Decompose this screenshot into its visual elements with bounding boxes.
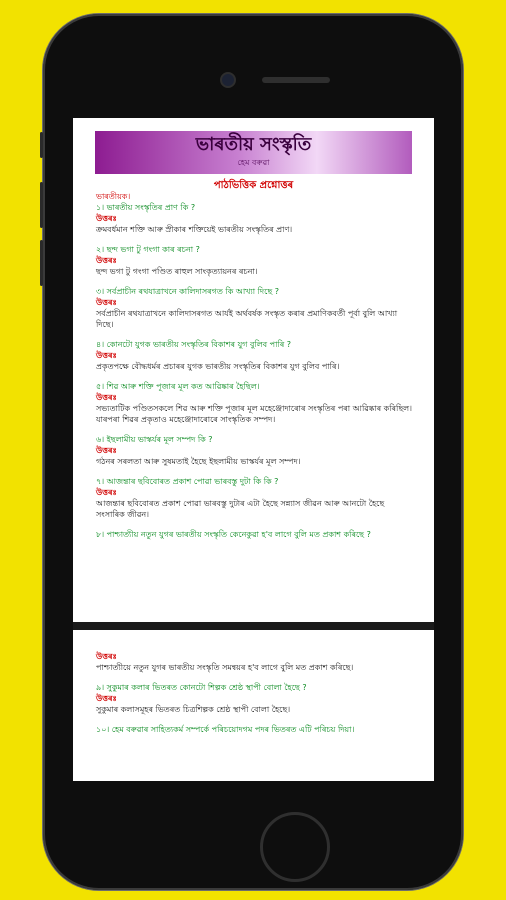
page-separator (73, 622, 434, 630)
question-text: ৯। সুকুমাৰ কলাৰ ভিতৰত কোনটো শিল্পক শ্ৰেষ্ঠ স্থাপী বোলা হৈছে ? (96, 683, 307, 692)
qa-items (96, 202, 412, 540)
answer-label: উত্তৰঃ (96, 393, 117, 402)
answer-label: উত্তৰঃ (96, 298, 117, 307)
qa-items-continued (96, 651, 412, 735)
section-heading: পাঠভিত্তিক প্ৰশ্নোত্তৰ (213, 180, 294, 191)
question-text: ৮। পাশ্চাত্যীয় নতুন যুগৰ ভাৰতীয় সংস্কৃতি কেনেকুৱা হ'ব লাগে বুলি মত প্ৰকাশ কৰিছে ? (96, 530, 371, 539)
answer-text: ক্ৰমবৰ্ধমান শক্তি আৰু স্ৰীকাৰ শক্তিয়েই ভাৰতীয় সংস্কৃতিৰ প্ৰাণ। (96, 225, 293, 234)
app-screen (73, 118, 434, 781)
answer-text: সুকুমাৰ কলাসমূহৰ ভিতৰত চিত্ৰশিল্পক শ্ৰেষ্ঠ স্থাপী বোলা হৈছে। (96, 705, 291, 714)
qa-list-continued[interactable] (96, 642, 412, 735)
question-text: ৩। সৰ্বপ্ৰাচীন ৰথযাত্ৰাখনে কালিদাসৰগত কি আখ্যা দিছে ? (96, 287, 279, 296)
answer-label: উত্তৰঃ (96, 488, 117, 497)
question-text: ৪। কোনটো যুগক ভাৰতীয় সংস্কৃতিৰ বিকাশৰ যুগ বুলিব পাৰি ? (96, 340, 291, 349)
answer-text: সৰ্বপ্ৰাচীন ৰথযাত্ৰাখনে কালিদাসৰগত আৰ্যই অৰ্থবৰ্ষক সংস্কৃত কৰাৰ প্ৰমাণিকবৰ্তী পূৰ্বা বুলি আখ্যা দিছে। (96, 309, 398, 329)
answer-label: উত্তৰঃ (96, 256, 117, 265)
answer-text: গঠনৰ সৰলতা আৰু সুষমতাই হৈছে ইছলামীয় ভাস্কৰ্যৰ মূল সম্পদ। (96, 457, 301, 466)
answer-label: উত্তৰঃ (96, 446, 117, 455)
home-button[interactable] (260, 812, 330, 882)
volume-down-button (40, 240, 43, 286)
qa-list[interactable] (96, 191, 412, 540)
answer-label: উত্তৰঃ (96, 694, 117, 703)
volume-up-button (40, 182, 43, 228)
answer-label: উত্তৰঃ (96, 652, 117, 661)
author-name: হেম বৰুৱা (237, 158, 270, 167)
front-camera (220, 72, 236, 88)
question-text: ১। ভাৰতীয় সংস্কৃতিৰ প্ৰাণ কি ? (96, 203, 196, 212)
section-label: ভাৰতীয়ক। (96, 192, 131, 201)
answer-text: আজন্তাৰ ছবিবোৰত প্ৰকাশ পোৱা ভাৰবস্তু দুটাৰ এটা হৈছে সন্ন্যাস জীৱন আৰু আনটো হৈছে সংসাৰিক জীৱন। (96, 499, 385, 519)
book-title: ভাৰতীয় সংস্কৃতি (195, 134, 312, 155)
answer-label: উত্তৰঃ (96, 351, 117, 360)
answer-label: উত্তৰঃ (96, 214, 117, 223)
mute-switch (40, 132, 43, 158)
answer-text: সভ্যতাটিক পণ্ডিতসকলে শিৱ আৰু শক্তি পূজাৰ মূল মহেঞ্জোদাৰোৰ সংস্কৃতিৰ পৰা আৱিষ্কাৰ কৰিছিল। যাৰপৰা শিৱৰ প্ৰকৃতাও মহেঞ্জোদাৰোৰে সাংস্কৃতিক সম্পদ। (96, 404, 412, 424)
answer-text: প্ৰকৃতপক্ষে বৌদ্ধধৰ্মৰ প্ৰচাৰৰ যুগক ভাৰতীয় সংস্কৃতিৰ বিকাশৰ যুগ বুলিব পাৰি। (96, 362, 340, 371)
earpiece-speaker (262, 77, 330, 83)
question-text: ১০। হেম বৰুৱাৰ সাহিত্যকৰ্ম সম্পৰ্কে পৰিচয়োদগম পদৰ ভিতৰত এটি পৰিচয় দিয়া। (96, 725, 355, 734)
question-text: ৬। ইছলামীয় ভাস্কৰ্যৰ মূল সম্পদ কি ? (96, 435, 213, 444)
question-text: ৫। শিৱ আৰু শক্তি পূজাৰ মূল কত আৱিষ্কাৰ হৈছিল। (96, 382, 260, 391)
answer-text: ছন্দ ভগা টু গংগা পণ্ডিত ৰাহুল সাংকৃত্যায়নৰ ৰচনা। (96, 267, 258, 276)
title-banner (95, 131, 412, 174)
question-text: ২। ছন্দ ভগা টু গংগা কাৰ ৰচনা ? (96, 245, 200, 254)
answer-text: পাশ্চাত্যীয়ে নতুন যুগৰ ভাৰতীয় সংস্কৃতি সমন্বয়ৰ হ'ব লাগে বুলি মত প্ৰকাশ কৰিছে। (96, 663, 354, 672)
question-text: ৭। আজন্তাৰ ছবিবোৰত প্ৰকাশ পোৱা ভাৰবস্তু দুটা কি কি ? (96, 477, 279, 486)
